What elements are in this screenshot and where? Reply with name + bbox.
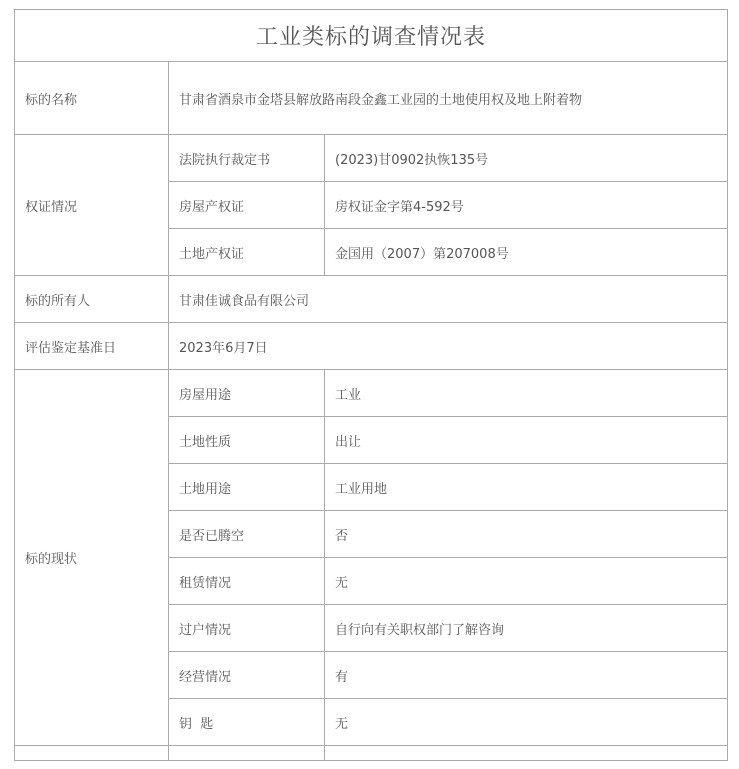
owner-value: 甘肃佳诚食品有限公司 <box>169 276 728 323</box>
rights-value-land-cert: 金国用（2007）第207008号 <box>325 229 728 276</box>
status-key: 过户情况 <box>169 605 325 652</box>
empty-cell <box>169 746 325 761</box>
valuation-date-value: 2023年6月7日 <box>169 323 728 370</box>
status-key: 土地用途 <box>169 464 325 511</box>
table-row <box>15 746 728 761</box>
status-value: 工业 <box>325 370 728 417</box>
status-key: 房屋用途 <box>169 370 325 417</box>
table-row <box>15 323 728 370</box>
empty-cell <box>15 746 169 761</box>
empty-cell <box>325 746 728 761</box>
status-value: 无 <box>325 699 728 746</box>
status-label: 标的现状 <box>15 370 169 746</box>
rights-label: 权证情况 <box>15 135 169 276</box>
status-key: 是否已腾空 <box>169 511 325 558</box>
status-key: 经营情况 <box>169 652 325 699</box>
valuation-date-label: 评估鉴定基准日 <box>15 323 169 370</box>
rights-key-land-cert: 土地产权证 <box>169 229 325 276</box>
rights-key-court-ruling: 法院执行裁定书 <box>169 135 325 182</box>
target-name-label: 标的名称 <box>15 62 169 135</box>
status-key: 钥 匙 <box>169 699 325 746</box>
status-value: 否 <box>325 511 728 558</box>
table-row <box>15 370 728 417</box>
target-name-value: 甘肃省酒泉市金塔县解放路南段金鑫工业园的土地使用权及地上附着物 <box>169 62 728 135</box>
status-key: 土地性质 <box>169 417 325 464</box>
rights-value-court-ruling: (2023)甘0902执恢135号 <box>325 135 728 182</box>
owner-label: 标的所有人 <box>15 276 169 323</box>
status-value: 无 <box>325 558 728 605</box>
table-row <box>15 276 728 323</box>
status-value: 出让 <box>325 417 728 464</box>
table-row <box>15 62 728 135</box>
status-value: 自行向有关职权部门了解咨询 <box>325 605 728 652</box>
industrial-target-survey-table <box>14 9 728 761</box>
survey-table-container <box>14 9 727 769</box>
status-value: 有 <box>325 652 728 699</box>
table-row <box>15 135 728 182</box>
rights-key-house-cert: 房屋产权证 <box>169 182 325 229</box>
title-row <box>15 10 728 62</box>
status-key: 租赁情况 <box>169 558 325 605</box>
table-title: 工业类标的调查情况表 <box>15 10 728 62</box>
rights-value-house-cert: 房权证金字第4-592号 <box>325 182 728 229</box>
status-value: 工业用地 <box>325 464 728 511</box>
